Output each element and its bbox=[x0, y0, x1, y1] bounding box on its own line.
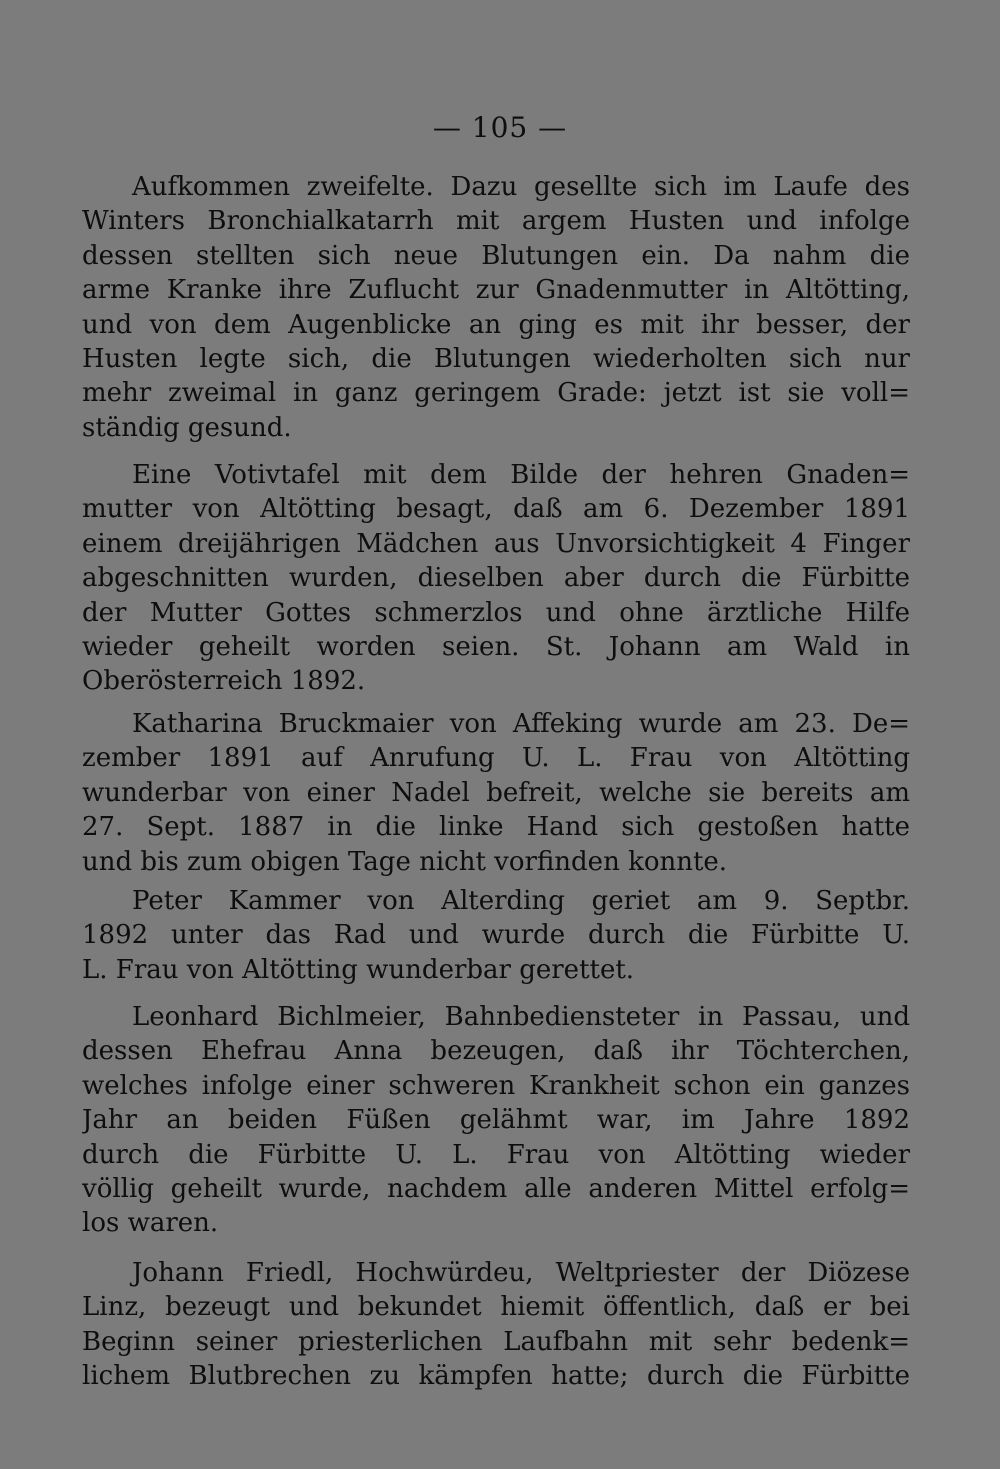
text-line: dessen stellten sich neue Blutungen ein. Da nahm die bbox=[82, 240, 910, 271]
paragraph-katharina-bruckmaier bbox=[82, 707, 910, 879]
page-number: — 105 — bbox=[432, 111, 568, 144]
text-line: Eine Votivtafel mit dem Bilde der hehren Gnaden= bbox=[132, 460, 910, 490]
text-line: wunderbar von einer Nadel befreit, welche sie bereits am bbox=[82, 777, 910, 808]
text-line: Peter Kammer von Alterding geriet am 9. Septbr. bbox=[132, 886, 910, 916]
text-line: welches infolge einer schweren Krankheit schon ein ganzes bbox=[82, 1070, 910, 1101]
text-line: 27. Sept. 1887 in die linke Hand sich gestoßen hatte bbox=[82, 812, 910, 843]
text-line: der Mutter Gottes schmerzlos und ohne ärztliche Hilfe bbox=[82, 597, 910, 628]
paragraph-leonhard-bichlmeier bbox=[82, 1000, 910, 1241]
text-line: Linz, bezeugt und bekundet hiemit öffentlich, daß er bei bbox=[82, 1292, 910, 1323]
text-line: 1892 unter das Rad und wurde durch die Fürbitte U. bbox=[82, 920, 910, 951]
text-line: Katharina Bruckmaier von Affeking wurde am 23. De= bbox=[132, 709, 910, 739]
text-line: abgeschnitten wurden, dieselben aber durch die Fürbitte bbox=[82, 563, 910, 594]
text-line: lichem Blutbrechen zu kämpfen hatte; durch die Fürbitte bbox=[82, 1361, 910, 1392]
text-line: Oberösterreich 1892. bbox=[82, 666, 366, 697]
text-line: Leonhard Bichlmeier, Bahnbediensteter in Passau, und bbox=[132, 1002, 910, 1032]
text-line: Husten legte sich, die Blutungen wiederholten sich nur bbox=[82, 343, 910, 374]
text-line: mutter von Altötting besagt, daß am 6. Dezember 1891 bbox=[82, 494, 910, 525]
text-line: Winters Bronchialkatarrh mit argem Husten und infolge bbox=[82, 206, 910, 237]
text-line: zember 1891 auf Anrufung U. L. Frau von Altötting bbox=[82, 743, 910, 774]
text-line: Aufkommen zweifelte. Dazu gesellte sich im Laufe des bbox=[132, 172, 910, 202]
text-line: mehr zweimal in ganz geringem Grade: jetzt ist sie voll= bbox=[82, 378, 910, 409]
text-line: los waren. bbox=[82, 1208, 219, 1239]
text-line: L. Frau von Altötting wunderbar gerettet. bbox=[82, 954, 635, 985]
text-line: Johann Friedl, Hochwürdeu, Weltpriester der Diözese bbox=[132, 1258, 910, 1288]
paragraph-votivtafel bbox=[82, 458, 910, 699]
text-line: wieder geheilt worden seien. St. Johann am Wald in bbox=[82, 631, 910, 662]
text-line: durch die Fürbitte U. L. Frau von Altötting wieder bbox=[82, 1139, 910, 1170]
text-line: und bis zum obigen Tage nicht vorfinden konnte. bbox=[82, 846, 728, 877]
paragraph-peter-kammer bbox=[82, 884, 910, 987]
text-line: Beginn seiner priesterlichen Laufbahn mit sehr bedenk= bbox=[82, 1326, 910, 1357]
text-line: ständig gesund. bbox=[82, 412, 292, 443]
text-line: dessen Ehefrau Anna bezeugen, daß ihr Töchterchen, bbox=[82, 1036, 910, 1067]
text-line: und von dem Augenblicke an ging es mit ihr besser, der bbox=[82, 309, 910, 340]
text-line: Jahr an beiden Füßen gelähmt war, im Jahre 1892 bbox=[82, 1105, 910, 1136]
paragraph-aufkommen bbox=[82, 170, 910, 445]
paragraph-johann-friedl bbox=[82, 1256, 910, 1394]
text-line: arme Kranke ihre Zuflucht zur Gnadenmutter in Altötting, bbox=[82, 275, 910, 306]
text-line: einem dreijährigen Mädchen aus Unvorsichtigkeit 4 Finger bbox=[82, 528, 910, 559]
text-line: völlig geheilt wurde, nachdem alle anderen Mittel erfolg= bbox=[82, 1173, 910, 1204]
